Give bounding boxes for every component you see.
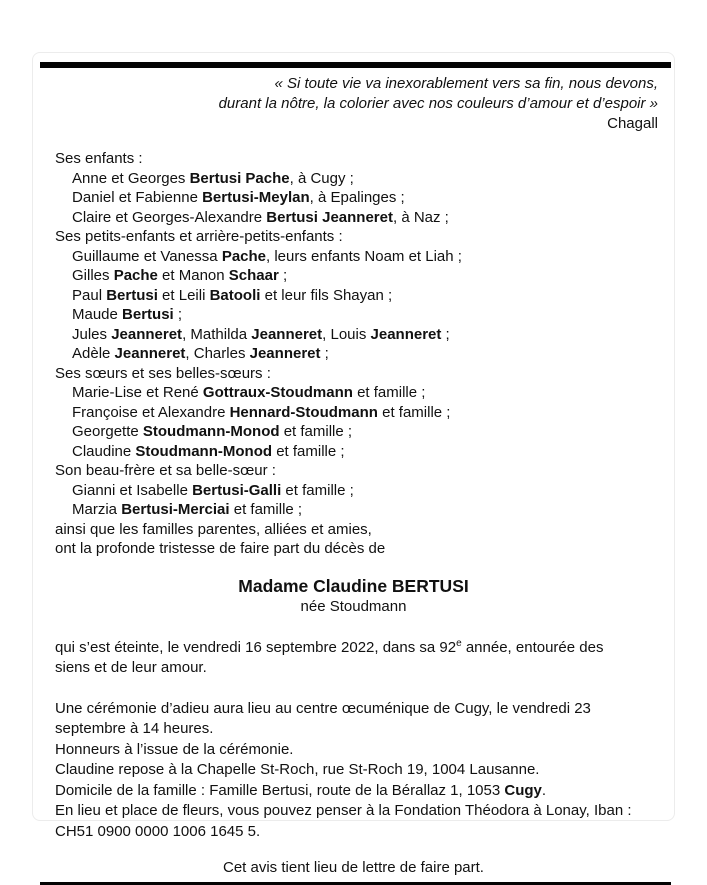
family-entry: Adèle Jeanneret, Charles Jeanneret ;	[72, 345, 329, 362]
family-entry: Paul Bertusi et Leili Batooli et leur fils Shayan ;	[72, 286, 393, 304]
deceased-block	[33, 576, 674, 616]
quote-line-1: « Si toute vie va inexorablement vers sa fin, nous devons,	[274, 75, 658, 92]
family-section-header: Ses enfants :	[55, 150, 143, 167]
family-entry: Gianni et Isabelle Bertusi-Galli et famille ;	[72, 481, 354, 499]
deceased-name: Madame Claudine BERTUSI	[238, 575, 469, 596]
closing-lines	[55, 520, 664, 559]
family-section-header: Son beau-frère et sa belle-sœur :	[55, 462, 276, 479]
family-entry: Maude Bertusi ;	[72, 306, 183, 323]
quote-line-2: durant la nôtre, la colorier avec nos couleurs d’amour et d’espoir »	[218, 95, 658, 112]
quote-attribution: Chagall	[607, 115, 658, 132]
body-paragraph: Claudine repose à la Chapelle St-Roch, rue St-Roch 19, 1004 Lausanne.	[55, 761, 540, 778]
family-entry: Claudine Stoudmann-Monod et famille ;	[72, 442, 345, 460]
family-list	[55, 149, 664, 520]
deceased-maiden-name: née Stoudmann	[300, 597, 407, 615]
body-paragraph: qui s’est éteinte, le vendredi 16 septembre 2022, dans sa 92e année, entourée des siens et de leur amour.	[55, 637, 604, 676]
family-entry: Guillaume et Vanessa Pache, leurs enfants Noam et Liah ;	[72, 247, 462, 265]
closing-line: ont la profonde tristesse de faire part du décès de	[55, 540, 386, 557]
body-paragraph: Une cérémonie d’adieu aura lieu au centre œcuménique de Cugy, le vendredi 23 septembre à 14 heures.	[55, 699, 591, 737]
body-paragraph: En lieu et place de fleurs, vous pouvez penser à la Fondation Théodora à Lonay, Iban : CH51 0900 0000 1006 1645 5.	[55, 802, 632, 840]
family-section-header: Ses petits-enfants et arrière-petits-enfants :	[55, 228, 343, 245]
family-entry: Jules Jeanneret, Mathilda Jeanneret, Louis Jeanneret ;	[72, 325, 450, 343]
closing-notice: Cet avis tient lieu de lettre de faire part.	[223, 859, 484, 876]
quote-block	[93, 74, 658, 114]
closing-line: ainsi que les familles parentes, alliées et amies,	[55, 520, 372, 538]
body-paragraph: Domicile de la famille : Famille Bertusi, route de la Bérallaz 1, 1053 Cugy.	[55, 781, 547, 799]
body-paragraphs	[55, 638, 638, 843]
family-entry: Gilles Pache et Manon Schaar ;	[72, 267, 288, 284]
family-entry: Françoise et Alexandre Hennard-Stoudmann et famille ;	[72, 403, 451, 421]
family-section-header: Ses sœurs et ses belles-sœurs :	[55, 364, 271, 382]
family-entry: Claire et Georges-Alexandre Bertusi Jeanneret, à Naz ;	[72, 208, 449, 226]
family-entry: Marie-Lise et René Gottraux-Stoudmann et famille ;	[72, 384, 426, 401]
family-entry: Anne et Georges Bertusi Pache, à Cugy ;	[72, 169, 354, 187]
announcement-card	[32, 52, 675, 876]
body-paragraph: Honneurs à l’issue de la cérémonie.	[55, 740, 294, 758]
family-entry: Daniel et Fabienne Bertusi-Meylan, à Epalinges ;	[72, 189, 405, 206]
family-entry: Marzia Bertusi-Merciai et famille ;	[72, 501, 303, 518]
family-entry: Georgette Stoudmann-Monod et famille ;	[72, 423, 353, 440]
top-divider-bar	[40, 62, 671, 68]
